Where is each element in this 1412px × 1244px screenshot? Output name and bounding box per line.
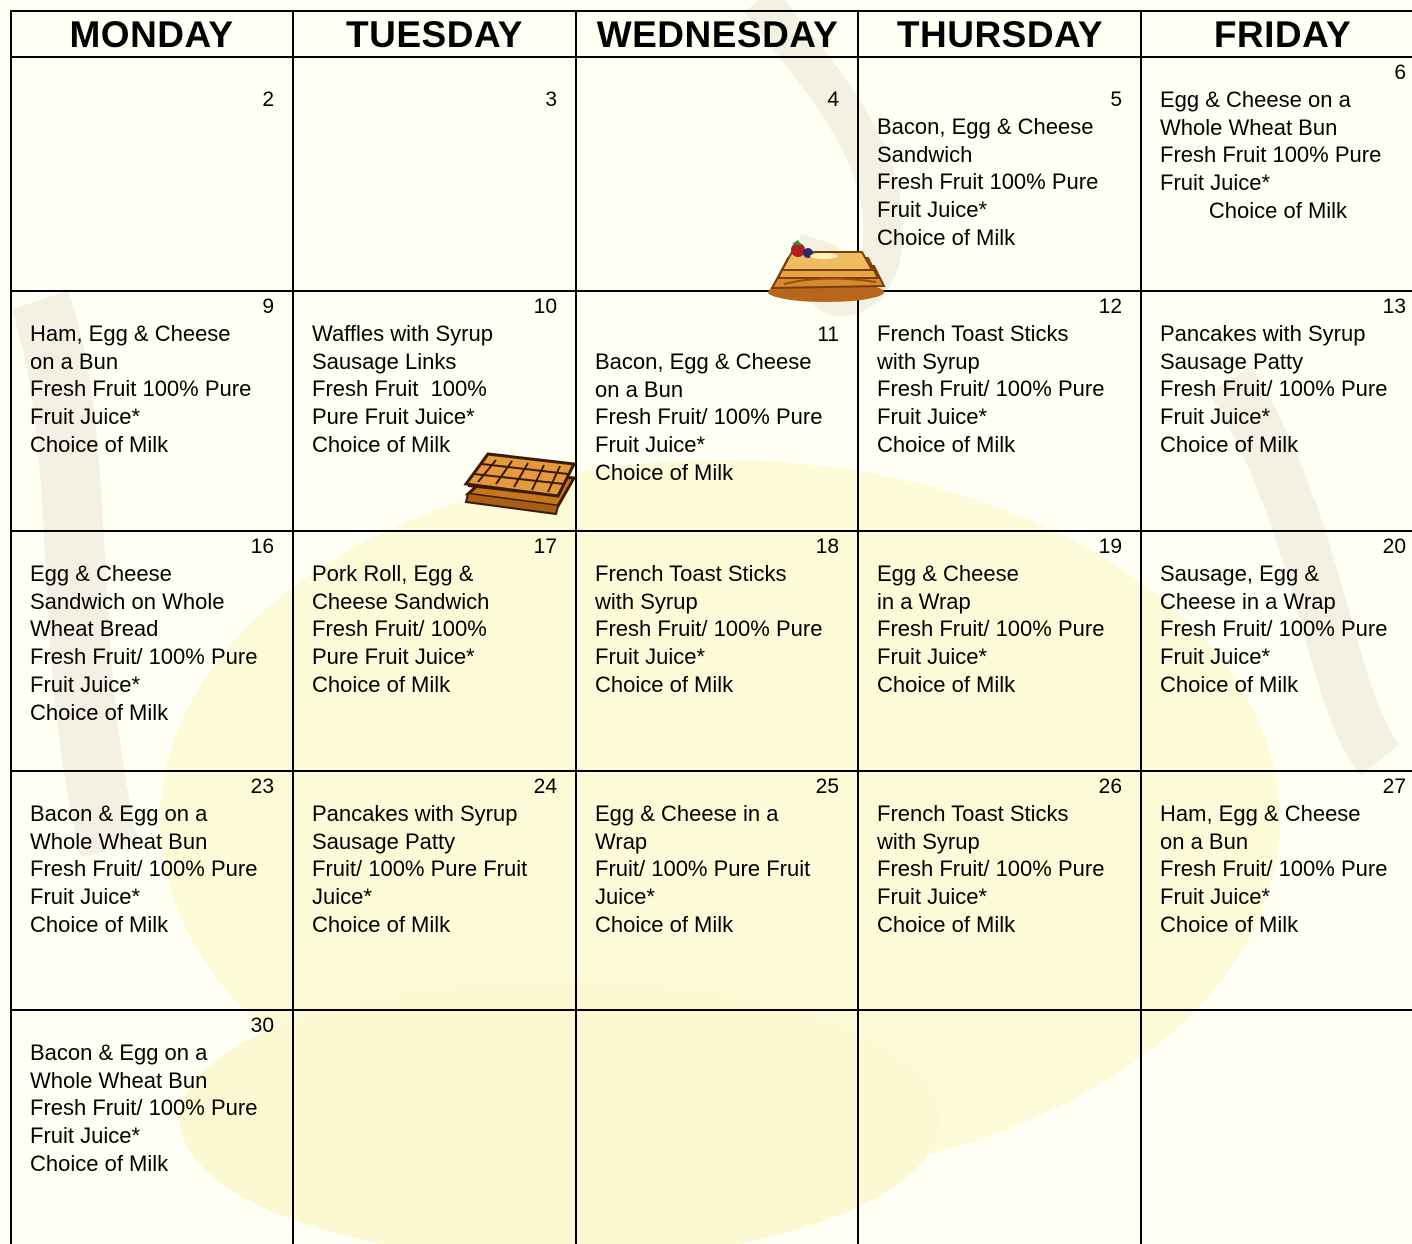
day-cell [577,292,857,530]
menu-text: Pork Roll, Egg & Cheese Sandwich Fresh Fruit/ 100% Pure Fruit Juice* Choice of Milk [312,561,490,697]
day-cell [294,772,575,1009]
french-toast-image [764,240,888,304]
day-cell-empty [1142,1011,1412,1244]
day-cell [294,532,575,770]
menu-text: Bacon & Egg on a Whole Wheat Bun Fresh Fruit/ 100% Pure Fruit Juice* Choice of Milk [30,1040,258,1176]
menu-text: Ham, Egg & Cheese on a Bun Fresh Fruit 100% Pure Fruit Juice* Choice of Milk [30,321,252,457]
menu-text: Pancakes with Syrup Sausage Patty Fresh Fruit/ 100% Pure Fruit Juice* Choice of Milk [1160,321,1388,457]
day-cell [859,58,1140,290]
day-cell [859,532,1140,770]
date-number: 25 [815,775,839,798]
day-cell [1142,532,1412,770]
date-number: 3 [545,88,557,111]
date-number: 4 [827,88,839,111]
day-cell [859,292,1140,530]
date-number: 5 [1110,88,1122,111]
day-cell [577,532,857,770]
menu-text: Egg & Cheese in a Wrap Fresh Fruit/ 100% Pure Fruit Juice* Choice of Milk [877,561,1105,697]
menu-text: French Toast Sticks with Syrup Fresh Fruit/ 100% Pure Fruit Juice* Choice of Milk [595,561,823,697]
day-cell [577,772,857,1009]
grid-line-top [10,10,1412,12]
waffles-image [462,444,584,518]
date-number: 12 [1098,295,1122,318]
menu-text: Egg & Cheese on a Whole Wheat Bun Fresh Fruit 100% Pure Fruit Juice* Choice of Milk [1160,87,1382,223]
date-number: 17 [533,535,557,558]
day-cell-empty [294,1011,575,1244]
day-cell [294,58,575,290]
day-cell [1142,772,1412,1009]
date-number: 24 [533,775,557,798]
date-number: 16 [250,535,274,558]
day-cell [12,772,292,1009]
menu-text: Ham, Egg & Cheese on a Bun Fresh Fruit/ 100% Pure Fruit Juice* Choice of Milk [1160,801,1388,937]
header-monday: MONDAY [69,14,234,55]
header-wednesday: WEDNESDAY [596,14,839,55]
date-number: 11 [817,323,839,346]
menu-text: Bacon, Egg & Cheese on a Bun Fresh Fruit/ 100% Pure Fruit Juice* Choice of Milk [595,349,823,485]
header-tuesday: TUESDAY [346,14,523,55]
date-number: 30 [250,1014,274,1037]
date-number: 18 [815,535,839,558]
date-number: 20 [1382,535,1406,558]
menu-text: Egg & Cheese Sandwich on Whole Wheat Bread Fresh Fruit/ 100% Pure Fruit Juice* Choice of Milk [30,561,258,725]
menu-text: Bacon, Egg & Cheese Sandwich Fresh Fruit 100% Pure Fruit Juice* Choice of Milk [877,114,1099,250]
weekday-header-row [10,10,1412,56]
menu-text: Bacon & Egg on a Whole Wheat Bun Fresh Fruit/ 100% Pure Fruit Juice* Choice of Milk [30,801,258,937]
menu-text: Egg & Cheese in a Wrap Fruit/ 100% Pure Fruit Juice* Choice of Milk [595,801,811,937]
day-cell-empty [577,1011,857,1244]
date-number: 26 [1098,775,1122,798]
menu-text: French Toast Sticks with Syrup Fresh Fruit/ 100% Pure Fruit Juice* Choice of Milk [877,801,1105,937]
date-number: 9 [262,295,274,318]
menu-text: Pancakes with Syrup Sausage Patty Fruit/ 100% Pure Fruit Juice* Choice of Milk [312,801,528,937]
date-number: 2 [262,88,274,111]
menu-text: French Toast Sticks with Syrup Fresh Fruit/ 100% Pure Fruit Juice* Choice of Milk [877,321,1105,457]
menu-text: Waffles with Syrup Sausage Links Fresh Fruit 100% Pure Fruit Juice* Choice of Milk [312,321,493,457]
date-number: 23 [250,775,274,798]
day-cell [12,1011,292,1244]
date-number: 6 [1394,61,1406,84]
header-thursday: THURSDAY [896,14,1104,55]
date-number: 13 [1382,295,1406,318]
day-cell [12,58,292,290]
date-number: 27 [1382,775,1406,798]
date-number: 19 [1098,535,1122,558]
day-cell [1142,292,1412,530]
day-cell [12,532,292,770]
menu-text: Sausage, Egg & Cheese in a Wrap Fresh Fruit/ 100% Pure Fruit Juice* Choice of Milk [1160,561,1388,697]
date-number: 10 [533,295,557,318]
day-cell [859,772,1140,1009]
day-cell [12,292,292,530]
day-cell-empty [859,1011,1140,1244]
day-cell [1142,58,1412,290]
header-friday: FRIDAY [1213,14,1352,55]
